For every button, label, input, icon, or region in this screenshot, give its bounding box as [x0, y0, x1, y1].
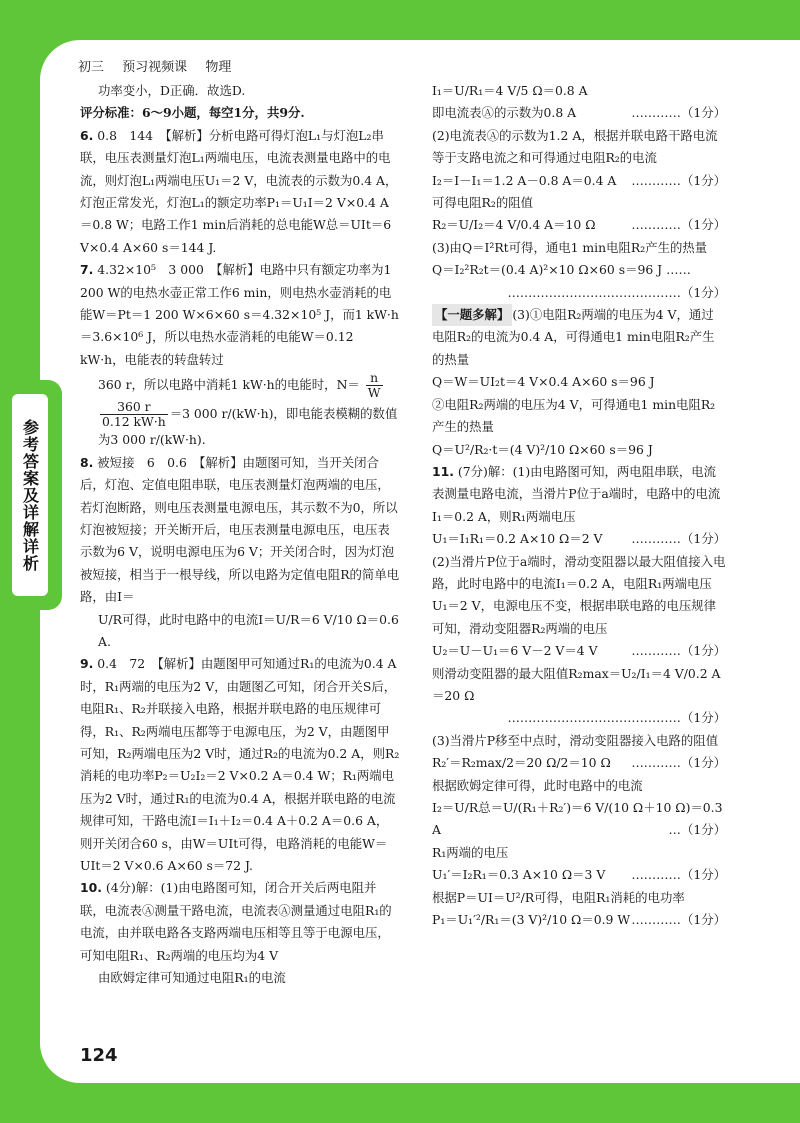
multi-solution-badge: 【一题多解】	[432, 304, 512, 326]
header-subject: 物理	[205, 60, 232, 75]
r-eq-21: I₂＝U/R总＝U/(R₁＋R₂′)＝6 V/(10 Ω＋10 Ω)＝0.3 A …（1分）	[432, 800, 726, 838]
r-line-14: U₁＝I₁R₁＝0.2 A×10 Ω＝2 V …………（1分）	[432, 531, 726, 547]
r-line-8: Q＝I₂²R₂t＝(0.4 A)²×10 Ω×60 s＝96 J ……	[432, 262, 691, 278]
q9-text: 0.4 72 【解析】由题图甲可知通过R₁的电流为0.4 A时，R₁两端的电压为2 V，由题图乙可知，闭合开关S后，电阻R₁、R₂并联接入电路，根据并联电路的电压规律可得，R₁、R₂两端电压都等于电源电压，为2 V，由题图甲可知，R₂两端电压为2 V时，通过R₂的电流为0.2 A，则R₂消耗的电功率P₂＝U₂I₂＝2 V×0.2 A＝0.4 W；R₁两端电压为2 V时，通过R₁的电流为0.4 A，根据并联电路的电流规律可知，干路电流I＝I₁＋I₂＝0.4 A＋0.2 A＝0.6 A，则开关闭合60 s，由W＝UIt可得，电路消耗的电能W＝UIt＝2 V×0.6 A×60 s＝72 J.	[80, 656, 400, 873]
q7-fraction: $\frac{n}{W}$	[367, 370, 381, 401]
q6-number: 6.	[80, 127, 94, 143]
r-line-8-points: ……………………………………（1分）	[507, 284, 726, 300]
top-border	[0, 0, 800, 40]
page-header	[78, 56, 245, 75]
r-line-5: 可得电阻R₂的阻值	[432, 195, 534, 211]
r-line-24: 根据P＝UI＝U²/R可得，电阻R₁消耗的电功率	[432, 889, 685, 905]
q10-text: (4分)解：(1)由电路图可知，闭合开关后两电阻并联，电流表Ⓐ测量干路电流，电流表Ⓐ测量通过电阻R₁的电流，由并联电路各支路两端电压相等且等于电源电压，可知电阻R₁、R₂两端的电压均为4 V	[80, 880, 392, 963]
r-eq-25: P₁＝U₁′²/R₁＝(3 V)²/10 Ω＝0.9 W …………（1分）	[432, 912, 726, 928]
r-eq-17: 则滑动变阻器的最大阻值R₂max＝U₂/I₁＝4 V/0.2 A＝20 Ω	[432, 665, 721, 703]
right-column	[432, 80, 726, 931]
q8-text: 被短接 6 0.6 【解析】由题图可知，当开关闭合后，灯泡、定值电阻串联，电压表测量灯泡两端的电压，若灯泡断路，则电压表测量电源电压，其示数不为0，所以灯泡被短接；开关断开后，电压表测量电源电压，电压表示数为6 V，说明电源电压为6 V；开关闭合时，因为灯泡被短接，相当于一根导线，所以电路为定值电阻R的简单电路，由I＝	[80, 454, 400, 605]
page-number: 124	[80, 1045, 118, 1066]
question-11: 11. (7分)解：(1)由电路图可知，两电阻串联，电流表测量电路电流，当滑片P位于a端时，电路中的电流I₁＝0.2 A，则R₁两端电压	[432, 463, 721, 524]
q7-text: 4.32×10⁵ 3 000 【解析】电路中只有额定功率为1 200 W的电热水壶正常工作6 min，则电热水壶消耗的电能W＝Pt＝1 200 W×6×60 s＝4.32×10⁵ J，而1 kW·h＝3.6×10⁶ J，所以电热水壶消耗的电能W＝0.12 kW·h，电能表的转盘转过	[80, 262, 399, 367]
r-eq-19: R₂′＝R₂max/2＝20 Ω/2＝10 Ω …………（1分）	[432, 755, 726, 771]
q8-number: 8.	[80, 454, 94, 470]
header-course: 预习视频课	[122, 60, 188, 75]
question-8	[80, 452, 400, 609]
q7-number: 7.	[80, 262, 94, 278]
r-line-3: (2)电流表Ⓐ的示数为1.2 A，根据并联电路干路电流等于支路电流之和可得通过电阻R₂的电流	[432, 127, 718, 166]
r-line-22: R₁两端的电压	[432, 844, 509, 860]
side-tab-label: 参考答案及详解详析	[12, 394, 48, 596]
side-tab	[0, 380, 62, 610]
question-7	[80, 259, 400, 371]
scoring-standard: 评分标准：6～9小题，每空1分，共9分.	[80, 105, 305, 121]
r-line-10: Q＝W＝UI₂t＝4 V×0.4 A×60 s＝96 J	[432, 374, 655, 390]
r-line-17-points: ……………………………………（1分）	[507, 710, 726, 726]
question-6	[80, 125, 400, 259]
q7-equation-1: 360 r，所以电路中消耗1 kW·h的电能时，N＝ $\frac{n}{W}$	[98, 370, 381, 401]
q10-text-2: 由欧姆定律可知通过电阻R₁的电流	[98, 970, 286, 986]
question-9	[80, 653, 400, 877]
left-column	[80, 80, 400, 989]
r-eq-1: I₁＝U/R₁＝4 V/5 Ω＝0.8 A	[432, 83, 588, 98]
r-line-15: (2)当滑片P位于a端时，滑动变阻器以最大阻值接入电路，此时电路中的电流I₁＝0.2 A，电阻R₁两端电压U₁＝2 V，电源电压不变，根据串联电路的电压规律可知，滑动变阻器R₂两端的电压	[432, 553, 726, 636]
r-line-20: 根据欧姆定律可得，此时电路中的电流	[432, 777, 643, 793]
header-grade: 初三	[78, 60, 105, 75]
question-10	[80, 877, 400, 967]
q6-text: 0.8 144 【解析】分析电路可得灯泡L₁与灯泡L₂串联，电压表测量灯泡L₁两端电压，电流表测量电路中的电流，则灯泡L₁两端电压U₁＝2 V，电流表的示数为0.4 A，灯泡正常发光，灯泡L₁的额定功率P₁＝U₁I＝2 V×0.4 A＝0.8 W；电路工作1 min后消耗的总电能W总＝UIt＝6 V×0.4 A×60 s＝144 J.	[80, 127, 398, 255]
r-line-18: (3)当滑片P移至中点时，滑动变阻器接入电路的阻值	[432, 732, 719, 748]
r-eq-12: Q＝U²/R₂·t＝(4 V)²/10 Ω×60 s＝96 J	[432, 441, 653, 457]
q8-tail: U/R可得，此时电路中的电流I＝U/R＝6 V/10 Ω＝0.6 A.	[98, 611, 399, 649]
q10-number: 10.	[80, 880, 102, 896]
r-line-2: 即电流表Ⓐ的示数为0.8 A …………（1分）	[432, 105, 726, 121]
r-line-16: U₂＝U－U₁＝6 V－2 V＝4 V …………（1分）	[432, 643, 726, 659]
q11-number: 11.	[432, 463, 454, 479]
q9-number: 9.	[80, 656, 94, 672]
q7-equation-2: $\frac{360 r}{0.12 kW\cdot h}$ ＝3 000 r/(kW·h)，即电能表模糊的数值为3 000 r/(kW·h).	[98, 399, 398, 448]
r-line-11: ②电阻R₂两端的电压为4 V，可得通电1 min电阻R₂产生的热量	[432, 396, 716, 435]
r-line-7: (3)由Q＝I²Rt可得，通电1 min电阻R₂产生的热量	[432, 239, 708, 255]
r-eq-6: R₂＝U/I₂＝4 V/0.4 A＝10 Ω …………（1分）	[432, 217, 726, 233]
r-multi-solution: 【一题多解】 (3)①电阻R₂两端的电压为4 V，通过电阻R₂的电流为0.4 A，可得通电1 min电阻R₂产生的热量	[432, 304, 726, 371]
intro-line: 功率变小，D正确．故选D.	[98, 83, 246, 98]
r-line-4: I₂＝I－I₁＝1.2 A－0.8 A＝0.4 A …………（1分）	[432, 172, 726, 188]
r-line-23: U₁′＝I₂R₁＝0.3 A×10 Ω＝3 V …………（1分）	[432, 867, 726, 883]
